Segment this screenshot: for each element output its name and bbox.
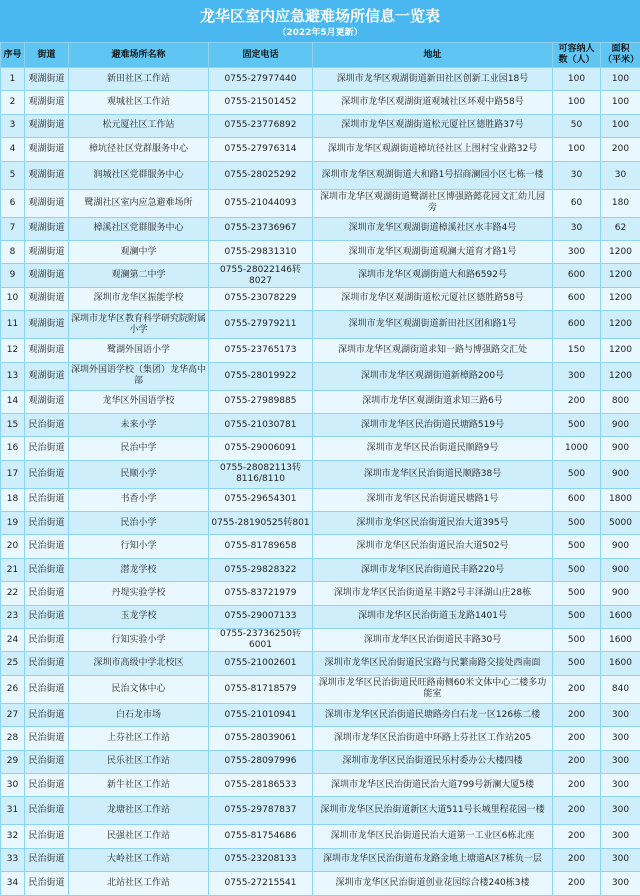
table-row bbox=[1, 750, 640, 773]
cell-no: 24 bbox=[1, 629, 25, 652]
table-row bbox=[1, 339, 640, 362]
cell-address: 深圳市龙华区民治街道民顺路9号 bbox=[313, 437, 553, 460]
cell-area: 900 bbox=[601, 437, 640, 460]
cell-capacity: 50 bbox=[553, 114, 601, 137]
cell-area: 30 bbox=[601, 161, 640, 189]
cell-name: 新田社区工作站 bbox=[69, 68, 209, 91]
cell-area: 840 bbox=[601, 675, 640, 703]
cell-phone: 0755-27989885 bbox=[209, 390, 313, 413]
cell-address: 深圳市龙华区观湖街道大和路1号招商澜园小区七栋一楼 bbox=[313, 161, 553, 189]
cell-street: 观湖街道 bbox=[25, 217, 69, 240]
cell-no: 8 bbox=[1, 240, 25, 263]
cell-street: 民治街道 bbox=[25, 872, 69, 895]
cell-capacity: 150 bbox=[553, 339, 601, 362]
cell-phone: 0755-23736250转6001 bbox=[209, 629, 313, 652]
cell-capacity: 200 bbox=[553, 750, 601, 773]
cell-capacity: 200 bbox=[553, 727, 601, 750]
cell-phone: 0755-21044093 bbox=[209, 189, 313, 217]
cell-address: 深圳市龙华区民治街道中环路上芬社区工作站205 bbox=[313, 727, 553, 750]
table-row bbox=[1, 872, 640, 895]
table-row bbox=[1, 460, 640, 488]
table-row bbox=[1, 703, 640, 726]
cell-address: 深圳市龙华区民治街道新区大道511号长城里程花园一楼 bbox=[313, 797, 553, 825]
cell-no: 5 bbox=[1, 161, 25, 189]
cell-name: 观城社区工作站 bbox=[69, 91, 209, 114]
cell-area: 1200 bbox=[601, 240, 640, 263]
table-row bbox=[1, 535, 640, 558]
cell-name: 鹭湖社区室内应急避难场所 bbox=[69, 189, 209, 217]
cell-address: 深圳市龙华区民治街道民治大道第一工业区6栋北座 bbox=[313, 825, 553, 848]
cell-no: 32 bbox=[1, 825, 25, 848]
table-row bbox=[1, 264, 640, 287]
cell-address: 深圳市龙华区观湖街道樟溪社区水丰路4号 bbox=[313, 217, 553, 240]
cell-phone: 0755-21501452 bbox=[209, 91, 313, 114]
cell-area: 900 bbox=[601, 582, 640, 605]
table-row bbox=[1, 488, 640, 511]
cell-address: 深圳市龙华区民治街道民治大道799号新澜大厦5楼 bbox=[313, 773, 553, 796]
page-subtitle: （2022年5月更新） bbox=[0, 27, 640, 39]
table-row bbox=[1, 848, 640, 871]
cell-address: 深圳市龙华区民治街道民治大道502号 bbox=[313, 535, 553, 558]
cell-capacity: 500 bbox=[553, 512, 601, 535]
cell-phone: 0755-29007133 bbox=[209, 605, 313, 628]
cell-name: 北站社区工作站 bbox=[69, 872, 209, 895]
cell-capacity: 200 bbox=[553, 390, 601, 413]
cell-area: 1800 bbox=[601, 488, 640, 511]
cell-name: 丹堤实验学校 bbox=[69, 582, 209, 605]
cell-no: 17 bbox=[1, 460, 25, 488]
cell-capacity: 500 bbox=[553, 558, 601, 581]
cell-address: 深圳市龙华区民治街道民治大道395号 bbox=[313, 512, 553, 535]
cell-no: 27 bbox=[1, 703, 25, 726]
cell-address: 深圳市龙华区观湖街道求知三路6号 bbox=[313, 390, 553, 413]
cell-name: 民治小学 bbox=[69, 512, 209, 535]
cell-area: 1600 bbox=[601, 652, 640, 675]
cell-area: 900 bbox=[601, 413, 640, 436]
cell-street: 观湖街道 bbox=[25, 240, 69, 263]
cell-name: 樟溪社区党群服务中心 bbox=[69, 217, 209, 240]
shelter-table bbox=[0, 42, 640, 896]
cell-phone: 0755-29787837 bbox=[209, 797, 313, 825]
cell-capacity: 600 bbox=[553, 311, 601, 339]
cell-phone: 0755-29831310 bbox=[209, 240, 313, 263]
cell-no: 15 bbox=[1, 413, 25, 436]
cell-phone: 0755-23078229 bbox=[209, 287, 313, 310]
cell-name: 上芬社区工作站 bbox=[69, 727, 209, 750]
cell-street: 民治街道 bbox=[25, 825, 69, 848]
cell-street: 民治街道 bbox=[25, 652, 69, 675]
cell-area: 900 bbox=[601, 558, 640, 581]
table-row bbox=[1, 652, 640, 675]
cell-phone: 0755-81754686 bbox=[209, 825, 313, 848]
cell-capacity: 600 bbox=[553, 287, 601, 310]
cell-name: 民顺小学 bbox=[69, 460, 209, 488]
cell-no: 14 bbox=[1, 390, 25, 413]
cell-area: 300 bbox=[601, 703, 640, 726]
cell-street: 民治街道 bbox=[25, 488, 69, 511]
cell-capacity: 100 bbox=[553, 91, 601, 114]
cell-area: 900 bbox=[601, 535, 640, 558]
cell-street: 观湖街道 bbox=[25, 91, 69, 114]
cell-area: 1200 bbox=[601, 362, 640, 390]
cell-address: 深圳市龙华区观湖街道樟坑径社区上围村宝业路32号 bbox=[313, 138, 553, 161]
cell-address: 深圳市龙华区观湖街道观城社区环观中路58号 bbox=[313, 91, 553, 114]
cell-phone: 0755-81718579 bbox=[209, 675, 313, 703]
col-header-area: 面积（平米） bbox=[601, 43, 640, 68]
cell-no: 11 bbox=[1, 311, 25, 339]
cell-phone: 0755-21002601 bbox=[209, 652, 313, 675]
cell-street: 民治街道 bbox=[25, 797, 69, 825]
cell-capacity: 200 bbox=[553, 703, 601, 726]
cell-street: 民治街道 bbox=[25, 848, 69, 871]
cell-no: 29 bbox=[1, 750, 25, 773]
cell-address: 深圳市龙华区观湖街道松元厦社区德胜路37号 bbox=[313, 114, 553, 137]
cell-street: 观湖街道 bbox=[25, 287, 69, 310]
cell-phone: 0755-27976314 bbox=[209, 138, 313, 161]
cell-street: 民治街道 bbox=[25, 437, 69, 460]
table-row bbox=[1, 138, 640, 161]
table-row bbox=[1, 311, 640, 339]
cell-name: 未来小学 bbox=[69, 413, 209, 436]
cell-name: 民乐社区工作站 bbox=[69, 750, 209, 773]
table-row bbox=[1, 287, 640, 310]
cell-area: 200 bbox=[601, 138, 640, 161]
cell-capacity: 500 bbox=[553, 605, 601, 628]
cell-phone: 0755-29828322 bbox=[209, 558, 313, 581]
cell-address: 深圳市龙华区民治街道创业花园综合楼240栋3楼 bbox=[313, 872, 553, 895]
table-row bbox=[1, 629, 640, 652]
cell-area: 300 bbox=[601, 797, 640, 825]
col-header-no: 序号 bbox=[1, 43, 25, 68]
cell-street: 民治街道 bbox=[25, 727, 69, 750]
cell-address: 深圳市龙华区观湖街道新樟路200号 bbox=[313, 362, 553, 390]
cell-name: 樟坑径社区党群服务中心 bbox=[69, 138, 209, 161]
cell-name: 民治文体中心 bbox=[69, 675, 209, 703]
cell-capacity: 100 bbox=[553, 68, 601, 91]
cell-no: 2 bbox=[1, 91, 25, 114]
cell-street: 民治街道 bbox=[25, 703, 69, 726]
table-row bbox=[1, 91, 640, 114]
cell-name: 观澜第二中学 bbox=[69, 264, 209, 287]
cell-street: 民治街道 bbox=[25, 413, 69, 436]
table-row bbox=[1, 413, 640, 436]
table-row bbox=[1, 390, 640, 413]
cell-name: 龙华区外国语学校 bbox=[69, 390, 209, 413]
cell-street: 民治街道 bbox=[25, 558, 69, 581]
cell-name: 深圳市高级中学北校区 bbox=[69, 652, 209, 675]
cell-name: 玉龙学校 bbox=[69, 605, 209, 628]
cell-no: 20 bbox=[1, 535, 25, 558]
cell-phone: 0755-28186533 bbox=[209, 773, 313, 796]
cell-street: 民治街道 bbox=[25, 512, 69, 535]
cell-street: 观湖街道 bbox=[25, 189, 69, 217]
table-row bbox=[1, 189, 640, 217]
cell-street: 观湖街道 bbox=[25, 339, 69, 362]
col-header-capacity: 可容纳人数（人） bbox=[553, 43, 601, 68]
col-header-address: 地址 bbox=[313, 43, 553, 68]
cell-area: 62 bbox=[601, 217, 640, 240]
cell-address: 深圳市龙华区民治街道民丰路30号 bbox=[313, 629, 553, 652]
cell-phone: 0755-28097996 bbox=[209, 750, 313, 773]
cell-address: 深圳市龙华区民治街道玉龙路1401号 bbox=[313, 605, 553, 628]
table-row bbox=[1, 605, 640, 628]
cell-phone: 0755-81789658 bbox=[209, 535, 313, 558]
cell-no: 33 bbox=[1, 848, 25, 871]
col-header-street: 街道 bbox=[25, 43, 69, 68]
cell-address: 深圳市龙华区观湖街道新田社区团和路1号 bbox=[313, 311, 553, 339]
cell-address: 深圳市龙华区民治街道布龙路金地上塘道A区7栋负一层 bbox=[313, 848, 553, 871]
cell-phone: 0755-27977440 bbox=[209, 68, 313, 91]
cell-address: 深圳市龙华区民治街道民旺路南侧60米文体中心二楼多功能室 bbox=[313, 675, 553, 703]
col-header-name: 避难场所名称 bbox=[69, 43, 209, 68]
cell-capacity: 200 bbox=[553, 675, 601, 703]
cell-no: 23 bbox=[1, 605, 25, 628]
cell-address: 深圳市龙华区观湖街道松元厦社区德胜路58号 bbox=[313, 287, 553, 310]
cell-area: 300 bbox=[601, 727, 640, 750]
cell-phone: 0755-83721979 bbox=[209, 582, 313, 605]
table-row bbox=[1, 727, 640, 750]
cell-address: 深圳市龙华区民治街道星丰路2号丰泽湖山庄28栋 bbox=[313, 582, 553, 605]
cell-area: 1600 bbox=[601, 629, 640, 652]
cell-area: 300 bbox=[601, 848, 640, 871]
cell-street: 观湖街道 bbox=[25, 138, 69, 161]
table-row bbox=[1, 797, 640, 825]
header-row bbox=[1, 43, 640, 68]
cell-name: 深圳外国语学校（集团）龙华高中部 bbox=[69, 362, 209, 390]
cell-area: 300 bbox=[601, 872, 640, 895]
cell-capacity: 500 bbox=[553, 460, 601, 488]
cell-no: 30 bbox=[1, 773, 25, 796]
cell-phone: 0755-28025292 bbox=[209, 161, 313, 189]
cell-no: 6 bbox=[1, 189, 25, 217]
cell-capacity: 30 bbox=[553, 161, 601, 189]
cell-capacity: 200 bbox=[553, 872, 601, 895]
cell-no: 16 bbox=[1, 437, 25, 460]
cell-phone: 0755-29654301 bbox=[209, 488, 313, 511]
page-title: 龙华区室内应急避难场所信息一览表 bbox=[0, 8, 640, 25]
cell-name: 大岭社区工作站 bbox=[69, 848, 209, 871]
cell-no: 25 bbox=[1, 652, 25, 675]
cell-street: 民治街道 bbox=[25, 535, 69, 558]
cell-address: 深圳市龙华区民治街道民丰路220号 bbox=[313, 558, 553, 581]
cell-no: 31 bbox=[1, 797, 25, 825]
cell-capacity: 500 bbox=[553, 582, 601, 605]
cell-phone: 0755-23208133 bbox=[209, 848, 313, 871]
cell-street: 观湖街道 bbox=[25, 311, 69, 339]
cell-address: 深圳市龙华区民治街道民塘路519号 bbox=[313, 413, 553, 436]
cell-address: 深圳市龙华区观湖街道鹭湖社区博强路懿花园文汇幼儿园旁 bbox=[313, 189, 553, 217]
table-row bbox=[1, 114, 640, 137]
cell-street: 观湖街道 bbox=[25, 161, 69, 189]
cell-name: 书香小学 bbox=[69, 488, 209, 511]
cell-street: 民治街道 bbox=[25, 629, 69, 652]
cell-phone: 0755-23776892 bbox=[209, 114, 313, 137]
cell-name: 松元厦社区工作站 bbox=[69, 114, 209, 137]
cell-area: 100 bbox=[601, 91, 640, 114]
cell-capacity: 300 bbox=[553, 240, 601, 263]
cell-area: 1200 bbox=[601, 311, 640, 339]
cell-no: 13 bbox=[1, 362, 25, 390]
cell-address: 深圳市龙华区观湖街道新田社区创新工业园18号 bbox=[313, 68, 553, 91]
cell-name: 润城社区党群服务中心 bbox=[69, 161, 209, 189]
cell-name: 深圳市龙华区教育科学研究院附属小学 bbox=[69, 311, 209, 339]
cell-area: 1200 bbox=[601, 287, 640, 310]
cell-phone: 0755-28022146转8027 bbox=[209, 264, 313, 287]
cell-address: 深圳市龙华区民治街道民塘路旁白石龙一区126栋二楼 bbox=[313, 703, 553, 726]
cell-no: 18 bbox=[1, 488, 25, 511]
cell-capacity: 500 bbox=[553, 652, 601, 675]
cell-phone: 0755-21010941 bbox=[209, 703, 313, 726]
cell-capacity: 500 bbox=[553, 535, 601, 558]
cell-street: 民治街道 bbox=[25, 460, 69, 488]
cell-area: 800 bbox=[601, 390, 640, 413]
table-row bbox=[1, 582, 640, 605]
cell-address: 深圳市龙华区观湖街道求知一路与博强路交汇处 bbox=[313, 339, 553, 362]
cell-no: 3 bbox=[1, 114, 25, 137]
cell-address: 深圳市龙华区民治街道民顺路38号 bbox=[313, 460, 553, 488]
cell-phone: 0755-28019922 bbox=[209, 362, 313, 390]
cell-area: 300 bbox=[601, 773, 640, 796]
cell-phone: 0755-28082113转8116/8110 bbox=[209, 460, 313, 488]
cell-name: 深圳市龙华区振能学校 bbox=[69, 287, 209, 310]
cell-capacity: 200 bbox=[553, 825, 601, 848]
cell-no: 22 bbox=[1, 582, 25, 605]
cell-no: 19 bbox=[1, 512, 25, 535]
cell-capacity: 600 bbox=[553, 488, 601, 511]
cell-address: 深圳市龙华区民治街道民塘路1号 bbox=[313, 488, 553, 511]
cell-street: 观湖街道 bbox=[25, 362, 69, 390]
cell-street: 民治街道 bbox=[25, 750, 69, 773]
cell-area: 1600 bbox=[601, 605, 640, 628]
cell-street: 民治街道 bbox=[25, 773, 69, 796]
table-row bbox=[1, 512, 640, 535]
cell-street: 民治街道 bbox=[25, 582, 69, 605]
cell-no: 28 bbox=[1, 727, 25, 750]
cell-name: 行知实验小学 bbox=[69, 629, 209, 652]
table-row bbox=[1, 675, 640, 703]
cell-area: 300 bbox=[601, 825, 640, 848]
cell-no: 4 bbox=[1, 138, 25, 161]
table-row bbox=[1, 437, 640, 460]
cell-capacity: 600 bbox=[553, 264, 601, 287]
table-row bbox=[1, 161, 640, 189]
cell-capacity: 200 bbox=[553, 848, 601, 871]
cell-capacity: 60 bbox=[553, 189, 601, 217]
cell-street: 观湖街道 bbox=[25, 114, 69, 137]
cell-address: 深圳市龙华区民治街道民乐村委办公大楼四楼 bbox=[313, 750, 553, 773]
cell-street: 民治街道 bbox=[25, 675, 69, 703]
cell-address: 深圳市龙华区民治街道民宝路与民繁南路交接处西南面 bbox=[313, 652, 553, 675]
cell-name: 潜龙学校 bbox=[69, 558, 209, 581]
cell-capacity: 100 bbox=[553, 138, 601, 161]
cell-street: 观湖街道 bbox=[25, 264, 69, 287]
cell-no: 1 bbox=[1, 68, 25, 91]
table-row bbox=[1, 825, 640, 848]
cell-no: 7 bbox=[1, 217, 25, 240]
cell-phone: 0755-27979211 bbox=[209, 311, 313, 339]
table-row bbox=[1, 217, 640, 240]
cell-name: 行知小学 bbox=[69, 535, 209, 558]
cell-name: 民治中学 bbox=[69, 437, 209, 460]
cell-phone: 0755-23765173 bbox=[209, 339, 313, 362]
cell-street: 观湖街道 bbox=[25, 68, 69, 91]
cell-no: 10 bbox=[1, 287, 25, 310]
table-row bbox=[1, 773, 640, 796]
cell-no: 21 bbox=[1, 558, 25, 581]
cell-area: 180 bbox=[601, 189, 640, 217]
cell-address: 深圳市龙华区观湖街道大和路6592号 bbox=[313, 264, 553, 287]
cell-area: 300 bbox=[601, 750, 640, 773]
cell-phone: 0755-23736967 bbox=[209, 217, 313, 240]
cell-no: 26 bbox=[1, 675, 25, 703]
cell-area: 900 bbox=[601, 460, 640, 488]
table-row bbox=[1, 68, 640, 91]
cell-name: 新牛社区工作站 bbox=[69, 773, 209, 796]
cell-name: 白石龙市场 bbox=[69, 703, 209, 726]
cell-capacity: 500 bbox=[553, 629, 601, 652]
cell-name: 龙塘社区工作站 bbox=[69, 797, 209, 825]
table-row bbox=[1, 240, 640, 263]
cell-no: 34 bbox=[1, 872, 25, 895]
cell-capacity: 1000 bbox=[553, 437, 601, 460]
table-header-banner bbox=[0, 0, 640, 42]
cell-name: 鹭湖外国语小学 bbox=[69, 339, 209, 362]
cell-no: 12 bbox=[1, 339, 25, 362]
cell-capacity: 200 bbox=[553, 773, 601, 796]
cell-phone: 0755-29006091 bbox=[209, 437, 313, 460]
cell-phone: 0755-28039061 bbox=[209, 727, 313, 750]
cell-capacity: 30 bbox=[553, 217, 601, 240]
cell-phone: 0755-27215541 bbox=[209, 872, 313, 895]
cell-capacity: 300 bbox=[553, 362, 601, 390]
cell-address: 深圳市龙华区观湖街道观澜大道育才路1号 bbox=[313, 240, 553, 263]
cell-street: 民治街道 bbox=[25, 605, 69, 628]
cell-phone: 0755-28190525转801 bbox=[209, 512, 313, 535]
table-row bbox=[1, 558, 640, 581]
cell-name: 观澜中学 bbox=[69, 240, 209, 263]
cell-area: 100 bbox=[601, 68, 640, 91]
cell-phone: 0755-21030781 bbox=[209, 413, 313, 436]
cell-capacity: 200 bbox=[553, 797, 601, 825]
col-header-phone: 固定电话 bbox=[209, 43, 313, 68]
cell-name: 民强社区工作站 bbox=[69, 825, 209, 848]
table-row bbox=[1, 362, 640, 390]
cell-capacity: 500 bbox=[553, 413, 601, 436]
cell-area: 1200 bbox=[601, 264, 640, 287]
cell-area: 1200 bbox=[601, 339, 640, 362]
cell-street: 观湖街道 bbox=[25, 390, 69, 413]
cell-area: 100 bbox=[601, 114, 640, 137]
cell-no: 9 bbox=[1, 264, 25, 287]
cell-area: 5000 bbox=[601, 512, 640, 535]
